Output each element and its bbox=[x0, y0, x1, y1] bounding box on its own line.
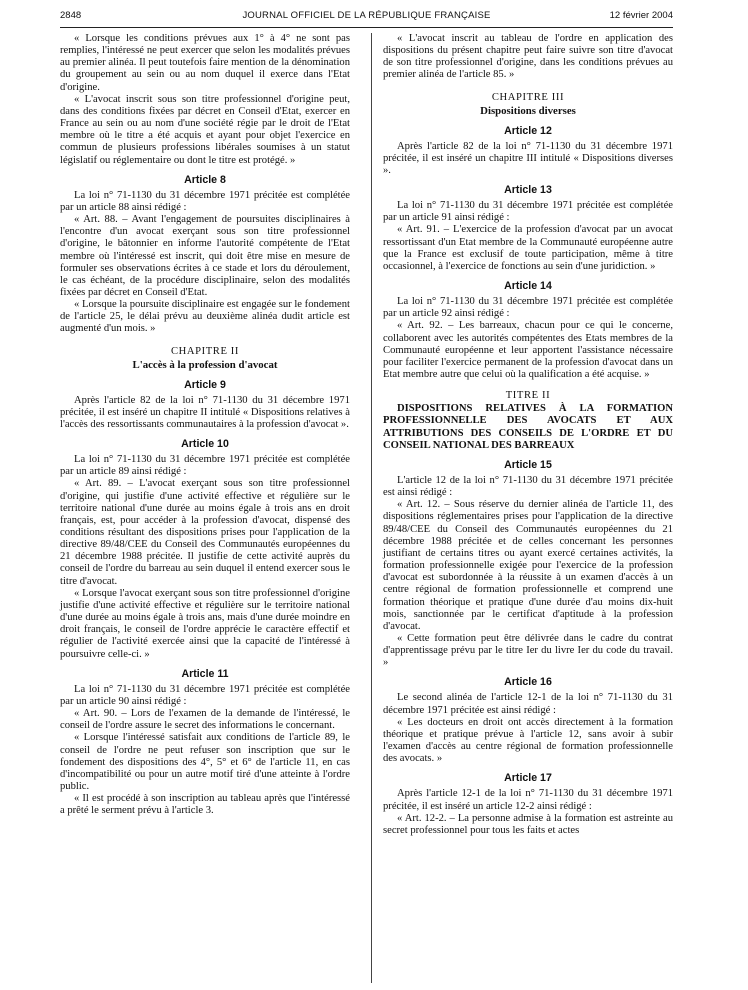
journal-title: JOURNAL OFFICIEL DE LA RÉPUBLIQUE FRANÇAISE bbox=[242, 10, 491, 21]
title-2-text: DISPOSITIONS RELATIVES À LA FORMATION PROFESSIONNELLE DES AVOCATS ET AUX ATTRIBUTIONS DES CONSEILS DE L'ORDRE ET DU CONSEIL NATIONAL DES BARREAUX bbox=[383, 403, 673, 451]
paragraph: « Art. 12. – Sous réserve du dernier alinéa de l'article 11, des dispositions réglementaires prises pour l'application de la directive 89/48/CEE du Conseil des Communautés européennes du 21 décembre 1988 précitée et de celles concernant les personnes justifiant de certains titres ou ayant exercé certaines activités, la formation professionnelle exigée pour l'exercice de la profession d'avocat est subordonnée à la réussite à un examen d'accès à un centre régional de formation professionnelle et comprend une formation théorique et pratique d'une durée d'au moins dix-huit mois, sanctionnée par le certificat d'aptitude à la profession d'avocat. bbox=[383, 499, 673, 632]
header-rule bbox=[60, 27, 673, 28]
paragraph: La loi n° 71-1130 du 31 décembre 1971 précitée est complétée par un article 88 ainsi rédigé : bbox=[60, 189, 350, 213]
paragraph: « Lorsque les conditions prévues aux 1° à 4° ne sont pas remplies, l'intéressé ne peut exercer que selon les modalités prévues au premier alinéa. Il peut toutefois faire mention de la dénomination du groupement au sein ou au nom duquel il exerce dans l'Etat d'origine. bbox=[60, 33, 350, 93]
paragraph: « L'avocat inscrit sous son titre professionnel d'origine peut, dans des conditions fixées par décret en Conseil d'Etat, exercer en France au sein ou au nom d'une société régie par le droit de l'Etat membre où le titre a été acquis et ayant pour objet l'exercice en commun de plusieurs professions libérales soumises à un statut législatif ou réglementaire ou dont le titre est protégé. » bbox=[60, 93, 350, 166]
paragraph: La loi n° 71-1130 du 31 décembre 1971 précitée est complétée par un article 92 ainsi rédigé : bbox=[383, 296, 673, 320]
paragraph: « Art. 90. – Lors de l'examen de la demande de l'intéressé, le conseil de l'ordre assure le secret des informations le concernant. bbox=[60, 708, 350, 732]
paragraph: Le second alinéa de l'article 12-1 de la loi n° 71-1130 du 31 décembre 1971 précitée est ainsi rédigé : bbox=[383, 692, 673, 716]
article-16-heading: Article 16 bbox=[504, 676, 552, 689]
article-11-heading: Article 11 bbox=[181, 667, 229, 680]
title-2-label: TITRE II bbox=[505, 390, 551, 402]
left-column bbox=[60, 33, 350, 817]
paragraph: « Art. 88. – Avant l'engagement de poursuites disciplinaires à l'encontre d'un avocat exerçant sous son titre professionnel d'origine, le bâtonnier en informe l'autorité compétente de l'Etat membre où l'intéressé est inscrit, qui doit être mise en mesure de formuler ses observations écrites à ce stade et lors du déroulement, le cas échéant, de la procédure disciplinaire, selon des modalités fixées par décret en Conseil d'Etat. bbox=[60, 214, 350, 298]
paragraph: « Lorsque l'avocat exerçant sous son titre professionnel d'origine justifie d'une activité effective et régulière sur le territoire national d'une durée au moins égale à trois ans, mais d'une durée moindre en droit français, le conseil de l'ordre apprécie le caractère effectif et régulier de l'activité exercée ainsi que la capacité de l'intéressé à poursuivre celle-ci. » bbox=[60, 587, 350, 660]
article-13-heading: Article 13 bbox=[504, 184, 552, 197]
paragraph: « Il est procédé à son inscription au tableau après que l'intéressé a prêté le serment prévu à l'article 3. bbox=[60, 793, 350, 817]
column-divider bbox=[371, 33, 372, 983]
paragraph: « Art. 92. – Les barreaux, chacun pour ce qui le concerne, collaborent avec les autorités compétentes des Etats membres de la Communauté européenne et leur apportent l'assistance nécessaire pour faciliter l'exercice permanent de la profession d'avocat dans un Etat membre autre que celui où la qualification a été acquise. » bbox=[383, 320, 673, 380]
page-header bbox=[60, 9, 673, 23]
paragraph: « Art. 89. – L'avocat exerçant sous son titre professionnel d'origine, qui justifie d'une activité effective et régulière sur le territoire national d'une durée au moins égale à trois ans en droit français, est, pour accéder à la profession d'avocat, dispensé des conditions résultant des dispositions prises pour l'application de la directive 89/48/CEE du Conseil des Communautés européennes du 21 décembre 1988 précitée. Il justifie de cette activité auprès du conseil de l'ordre du barreau au sein duquel il entend exercer sous le titre d'avocat. bbox=[60, 478, 350, 587]
paragraph: La loi n° 71-1130 du 31 décembre 1971 précitée est complétée par un article 90 ainsi rédigé : bbox=[60, 683, 350, 707]
paragraph: « Art. 91. – L'exercice de la profession d'avocat par un avocat ressortissant d'un Etat membre de la Communauté européenne autre que la France est exclusif de toute participation, même à titre occasionnel, à l'exercice de fonctions au sein d'une juridiction. » bbox=[383, 224, 673, 272]
paragraph: « Lorsque la poursuite disciplinaire est engagée sur le fondement de l'article 25, le délai prévu au deuxième alinéa dudit article est augmenté d'un mois. » bbox=[60, 299, 350, 335]
article-10-heading: Article 10 bbox=[181, 438, 229, 451]
paragraph: « Cette formation peut être délivrée dans le cadre du contrat d'apprentissage prévu par le titre Ier du livre Ier du code du travail. » bbox=[383, 632, 673, 669]
page-number: 2848 bbox=[60, 10, 82, 21]
paragraph: La loi n° 71-1130 du 31 décembre 1971 précitée est complétée par un article 89 ainsi rédigé : bbox=[60, 454, 350, 478]
chapter-2-label: CHAPITRE II bbox=[170, 345, 240, 357]
article-17-heading: Article 17 bbox=[504, 772, 552, 785]
paragraph: Après l'article 82 de la loi n° 71-1130 du 31 décembre 1971 précitée, il est inséré un chapitre III intitulé « Dispositions diverses ». bbox=[383, 140, 673, 176]
chapter-2-title: L'accès à la profession d'avocat bbox=[132, 358, 278, 371]
paragraph: La loi n° 71-1130 du 31 décembre 1971 précitée est complétée par un article 91 ainsi rédigé : bbox=[383, 200, 673, 224]
paragraph: « Les docteurs en droit ont accès directement à la formation théorique et pratique prévue à l'article 12, sans avoir à subir l'examen d'accès au centre régional de formation professionnelle des avocats. » bbox=[383, 716, 673, 765]
paragraph: Après l'article 12-1 de la loi n° 71-1130 du 31 décembre 1971 précitée, il est inséré un article 12-2 ainsi rédigé : bbox=[383, 788, 673, 812]
paragraph: « Art. 12-2. – La personne admise à la formation est astreinte au secret professionnel pour tous les faits et actes bbox=[383, 812, 673, 836]
publication-date: 12 février 2004 bbox=[609, 10, 673, 21]
paragraph: Après l'article 82 de la loi n° 71-1130 du 31 décembre 1971 précitée, il est inséré un chapitre II intitulé « Dispositions relatives à l'accès des ressortissants communautaires à la profession d'avocat ». bbox=[60, 394, 350, 430]
chapter-3-label: CHAPITRE III bbox=[491, 91, 565, 103]
paragraph: L'article 12 de la loi n° 71-1130 du 31 décembre 1971 précitée est ainsi rédigé : bbox=[383, 474, 673, 499]
article-8-heading: Article 8 bbox=[184, 173, 226, 186]
chapter-3-title: Dispositions diverses bbox=[480, 104, 576, 117]
article-9-heading: Article 9 bbox=[184, 378, 226, 391]
paragraph: « L'avocat inscrit au tableau de l'ordre en application des dispositions du présent chapitre peut faire suivre son titre d'avocat de son titre professionnel d'origine, dans les conditions prévues au premier alinéa de l'article 85. » bbox=[383, 33, 673, 81]
article-15-heading: Article 15 bbox=[504, 458, 552, 471]
paragraph: « Lorsque l'intéressé satisfait aux conditions de l'article 89, le conseil de l'ordre ne peut refuser son inscription que sur le fondement des dispositions des 4°, 5° et 6° de l'article 11, en cas d'incompatibilité ou pour un autre motif tiré d'une atteinte à l'ordre public. bbox=[60, 732, 350, 792]
article-14-heading: Article 14 bbox=[504, 280, 552, 293]
right-column bbox=[383, 33, 673, 837]
article-12-heading: Article 12 bbox=[504, 124, 552, 137]
